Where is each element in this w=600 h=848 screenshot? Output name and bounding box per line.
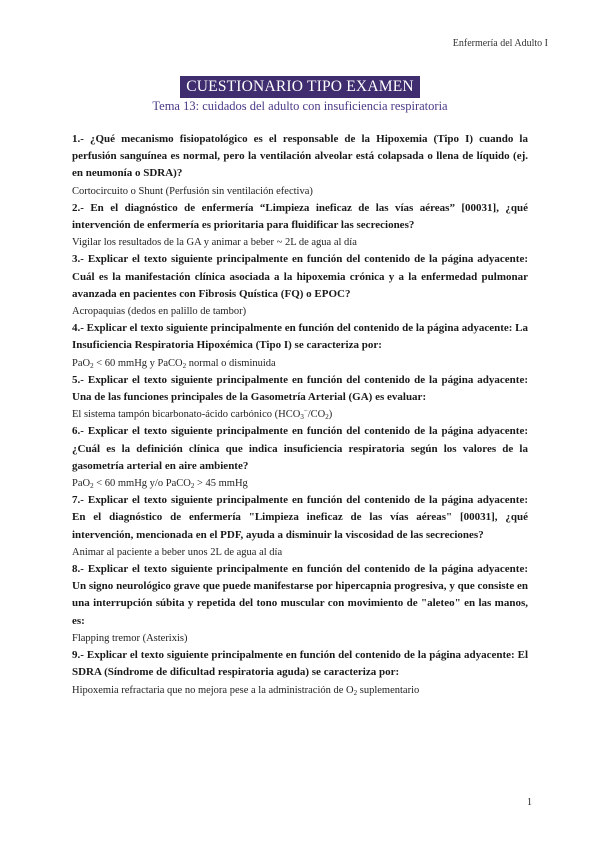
subscript: 2	[190, 482, 195, 491]
answer-segment: > 45 mmHg	[194, 478, 248, 490]
question-text	[72, 647, 528, 681]
question-item-1	[72, 131, 528, 200]
question-item-7	[72, 492, 528, 561]
answer-text: Cortocircuito o Shunt (Perfusión sin ventilación efectiva)	[72, 185, 313, 197]
answer-segment: El sistema tampón bicarbonato-ácido carbónico (HCO	[72, 409, 301, 421]
answer-text: Animar al paciente a beber unos 2L de agua al día	[72, 546, 283, 558]
question-number: 5.-	[72, 373, 84, 386]
question-item-8	[72, 561, 528, 647]
question-number: 6.-	[72, 425, 84, 438]
subscript: 2	[353, 688, 358, 697]
question-text	[72, 561, 528, 630]
answer-segment: normal o disminuida	[186, 357, 276, 369]
subscript: 2	[90, 482, 94, 491]
answer-text: Flapping tremor (Asterixis)	[72, 632, 188, 644]
answer-text: Vigilar los resultados de la GA y animar a beber ~ 2L de agua al día	[72, 237, 357, 249]
question-number: 4.-	[72, 322, 84, 335]
question-text	[72, 200, 528, 234]
answer-text	[72, 682, 528, 699]
answer-text	[72, 355, 528, 372]
question-body: ¿Qué mecanismo fisiopatológico es el responsable de la Hipoxemia (Tipo I) cuando la perfusión sanguínea es normal, pero la ventilación alveolar está colapsada o llena de líquido (ej. en neumonía o SDRA)?	[72, 133, 528, 180]
superscript: −	[303, 407, 308, 416]
answer-segment: < 60 mmHg y/o PaCO	[93, 478, 191, 490]
page-title: CUESTIONARIO TIPO EXAMEN	[180, 76, 420, 98]
page-number: 1	[527, 797, 532, 808]
question-number: 2.-	[72, 201, 84, 214]
answer-text	[72, 406, 528, 423]
question-text	[72, 320, 528, 354]
question-text	[72, 492, 528, 544]
answer-segment: PaO	[72, 478, 91, 490]
question-body: Explicar el texto siguiente principalmente en función del contenido de la página adyacente: ¿Cuál es la definición clínica que indica insuficiencia respiratoria según los valores de la gasometría arterial en aire ambiente?	[72, 425, 529, 472]
question-number: 8.-	[72, 563, 84, 576]
question-body: Explicar el texto siguiente principalmente en función del contenido de la página adyacente: La Insuficiencia Respiratoria Hipoxémica (Tipo I) se caracteriza por:	[72, 322, 528, 352]
question-number: 3.-	[72, 253, 84, 266]
answer-segment: < 60 mmHg y PaCO	[93, 357, 183, 369]
question-item-2	[72, 200, 528, 252]
answer-segment: )	[328, 409, 333, 421]
question-list	[72, 131, 528, 699]
answer-segment: Hipoxemia refractaria que no mejora pese a la administración de O	[72, 684, 354, 696]
answer-segment: PaO	[72, 357, 91, 369]
question-text	[72, 372, 528, 406]
question-body: Explicar el texto siguiente principalmente en función del contenido de la página adyacente: El SDRA (Síndrome de dificultad respiratoria aguda) se caracteriza por:	[72, 649, 529, 679]
question-text	[72, 251, 528, 303]
subscript: 2	[325, 413, 329, 422]
question-body: Explicar el texto siguiente principalmente en función del contenido de la página adyacente: En el diagnóstico de enfermería "Limpieza ineficaz de las vías aéreas" [00031], ¿qué intervención, mencionada en el PDF, ayuda a disminuir la viscosidad de las secreciones?	[72, 494, 529, 541]
question-body: Explicar el texto siguiente principalmente en función del contenido de la página adyacente: Un signo neurológico grave que puede manifestarse por hipercapnia progresiva, y que consiste en una interrupción súbita y repetida del tono muscular con movimiento de "aleteo" en las manos, es:	[72, 563, 529, 627]
question-body: Explicar el texto siguiente principalmente en función del contenido de la página adyacente: Una de las funciones principales de la Gasometría Arterial (GA) es evaluar:	[72, 373, 529, 404]
title-block	[0, 76, 600, 98]
answer-text: Acropaquias (dedos en palillo de tambor)	[72, 306, 247, 318]
answer-segment: /CO	[307, 409, 326, 421]
page-subtitle: Tema 13: cuidados del adulto con insuficiencia respiratoria	[152, 99, 448, 113]
question-number: 1.-	[72, 133, 84, 145]
answer-segment: suplementario	[357, 684, 420, 696]
question-body: En el diagnóstico de enfermería “Limpieza ineficaz de las vías aéreas” [00031], ¿qué intervención de enfermería es prioritaria para fluidificar las secreciones?	[72, 201, 528, 232]
running-header: Enfermería del Adulto I	[452, 38, 548, 49]
question-body: Explicar el texto siguiente principalmente en función del contenido de la página adyacente: Cuál es la manifestación clínica asociada a la hipoxemia crónica y a la enfermedad pulmonar avanzada en pacientes con Fibrosis Quística (FQ) o EPOC?	[72, 253, 529, 300]
question-text	[72, 131, 528, 183]
answer-text	[72, 475, 528, 492]
question-number: 7.-	[72, 494, 84, 507]
question-item-5	[72, 372, 528, 424]
subscript: 3	[300, 413, 304, 422]
question-item-9	[72, 647, 528, 699]
question-item-3	[72, 251, 528, 320]
question-item-4	[72, 320, 528, 372]
question-text	[72, 423, 528, 475]
question-item-6	[72, 423, 528, 492]
question-number: 9.-	[72, 649, 84, 662]
subscript: 2	[182, 361, 187, 370]
subscript: 2	[90, 361, 94, 370]
